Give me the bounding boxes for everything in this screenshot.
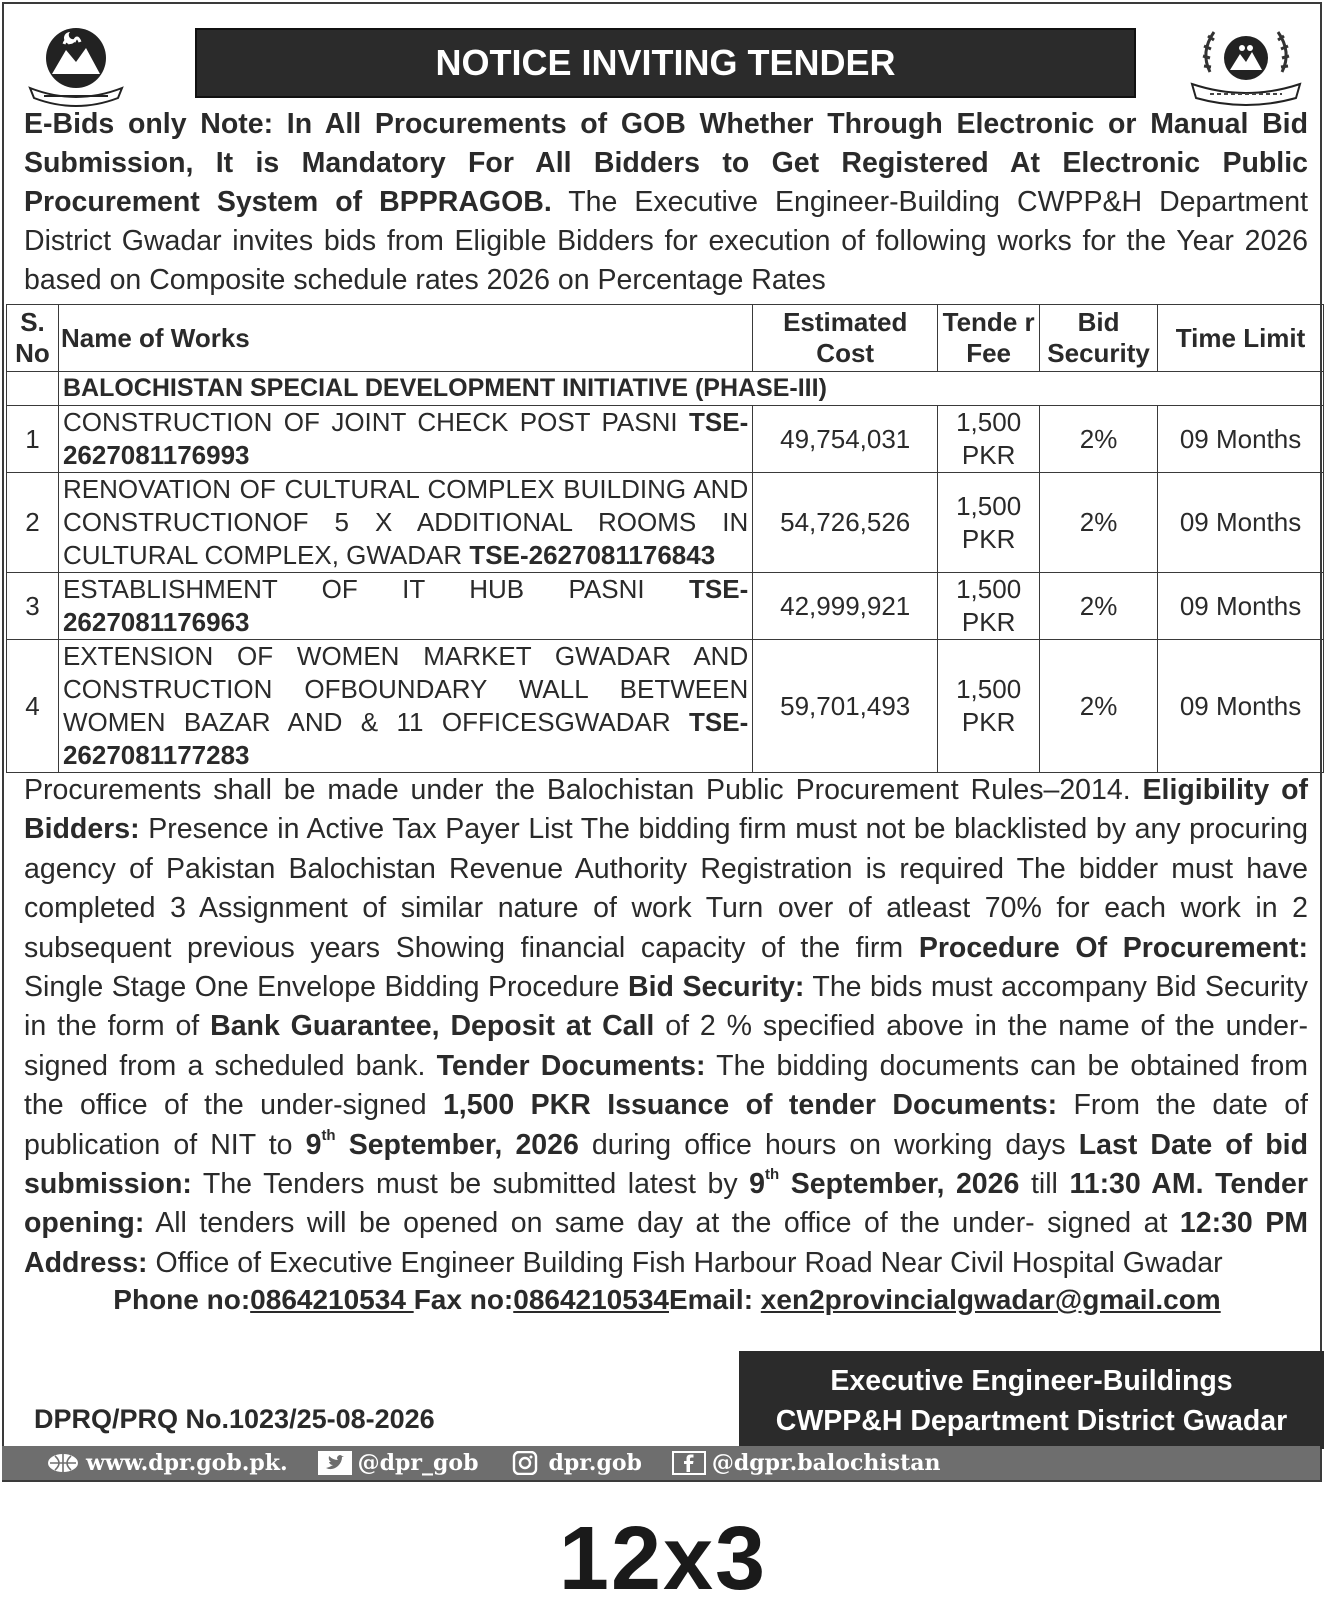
col-header-bid: Bid Security bbox=[1040, 305, 1158, 372]
website-text: www.dpr.gob.pk. bbox=[86, 1450, 288, 1476]
opening-label: . Tender opening: bbox=[24, 1168, 1308, 1240]
title-banner bbox=[195, 28, 1136, 98]
bank-label: Bank Guarantee, Deposit at Call bbox=[210, 1010, 655, 1043]
issuance-date bbox=[305, 1126, 579, 1161]
signatory-title: Executive Engineer-Buildings bbox=[830, 1365, 1233, 1397]
last-day: 9 bbox=[749, 1168, 765, 1201]
row-cost: 42,999,921 bbox=[753, 573, 938, 640]
email-label: Email: bbox=[668, 1284, 761, 1315]
reference-number: DPRQ/PRQ No.1023/25-08-2026 bbox=[34, 1404, 435, 1434]
work-name-text: CONSTRUCTION OF JOINT CHECK POST PASNI bbox=[62, 407, 689, 437]
row-time-limit: 09 Months bbox=[1158, 573, 1324, 640]
fax-label: Fax no: bbox=[413, 1284, 514, 1315]
tender-notice bbox=[2, 2, 1322, 1482]
address-text: Office of Executive Engineer Building Fish Harbour Road Near Civil Hospital Gwadar bbox=[147, 1246, 1223, 1279]
row-work-name bbox=[58, 473, 752, 573]
section-title: BALOCHISTAN SPECIAL DEVELOPMENT INITIATIVE (PHASE-III) bbox=[58, 372, 1323, 406]
col-header-time: Time Limit bbox=[1158, 305, 1324, 372]
works-table bbox=[6, 304, 1324, 773]
work-name-text: ESTABLISHMENT OF IT HUB PASNI bbox=[62, 574, 689, 604]
ad-size-code: 12x3 bbox=[558, 1509, 768, 1600]
twitter-icon bbox=[318, 1451, 352, 1475]
last-time: 11:30 AM bbox=[1069, 1168, 1196, 1201]
opening-time: 12:30 PM bbox=[1179, 1207, 1308, 1240]
bid-security-text: The bids must accompany Bid Security in the form of bbox=[24, 971, 1308, 1043]
row-bid-security: 2% bbox=[1040, 640, 1158, 773]
phone-number[interactable]: 0864210534 bbox=[250, 1284, 414, 1315]
signatory-department: CWPP&H Department District Gwadar bbox=[775, 1405, 1288, 1437]
intro-bold-note: E-Bids only Note: In All Procurements of GOB Whether Through Electronic or Manual Bid Submission, It is Mandatory For All Bidders to Get Registered At Electronic Public Procurement System of BPPRAGOB. bbox=[24, 108, 1308, 218]
procedure-text: Single Stage One Envelope Bidding Procedure bbox=[24, 971, 629, 1004]
footer-twitter[interactable] bbox=[318, 1450, 479, 1476]
fax-number[interactable]: 0864210534 bbox=[513, 1284, 669, 1315]
email-link[interactable]: xen2provincialgwadar@gmail.com bbox=[760, 1284, 1221, 1315]
twitter-handle: @dpr_gob bbox=[357, 1450, 479, 1476]
last-day-suffix: th bbox=[765, 1166, 780, 1184]
row-cost: 59,701,493 bbox=[753, 640, 938, 773]
row-bid-security: 2% bbox=[1040, 406, 1158, 473]
last-date bbox=[749, 1168, 1019, 1200]
table-row bbox=[7, 406, 1324, 473]
row-fee: 1,500 PKR bbox=[938, 640, 1040, 773]
row-work-name bbox=[58, 406, 752, 473]
row-cost: 54,726,526 bbox=[753, 473, 938, 573]
col-header-sno: S. No bbox=[7, 305, 59, 372]
col-header-fee: Tende r Fee bbox=[938, 305, 1040, 372]
footer-facebook[interactable] bbox=[672, 1450, 941, 1476]
row-sno: 2 bbox=[7, 473, 59, 573]
row-sno: 4 bbox=[7, 640, 59, 773]
col-header-name: Name of Works bbox=[58, 305, 752, 372]
row-cost: 49,754,031 bbox=[753, 406, 938, 473]
procedure-label: Procedure Of Procurement: bbox=[918, 931, 1309, 964]
work-name-text: RENOVATION OF CULTURAL COMPLEX BUILDING AND CONSTRUCTIONOF 5 X ADDITIONAL ROOMS IN CULTURAL COMPLEX, GWADAR bbox=[62, 474, 749, 570]
row-bid-security: 2% bbox=[1040, 573, 1158, 640]
tender-docs-label: Tender Documents: bbox=[436, 1049, 706, 1082]
work-tender-code: TSE-2627081176993 bbox=[62, 407, 749, 470]
work-tender-code: TSE-2627081176843 bbox=[469, 540, 716, 570]
col-header-cost: Estimated Cost bbox=[753, 305, 938, 372]
footer-social-bar bbox=[2, 1446, 1320, 1480]
section-row bbox=[7, 372, 1324, 406]
globe-icon bbox=[46, 1451, 80, 1475]
table-row bbox=[7, 640, 1324, 773]
table-row bbox=[7, 573, 1324, 640]
last-date-label: Last Date of bid submission: bbox=[24, 1128, 1309, 1201]
facebook-icon bbox=[672, 1451, 706, 1475]
table-header-row bbox=[7, 305, 1324, 372]
issuance-month-year: September, 2026 bbox=[335, 1128, 579, 1161]
row-sno: 3 bbox=[7, 573, 59, 640]
opening-text: All tenders will be opened on same day at the office of the under- signed at bbox=[144, 1207, 1180, 1240]
address-label: Address: bbox=[24, 1246, 148, 1279]
row-time-limit: 09 Months bbox=[1158, 473, 1324, 573]
row-time-limit: 09 Months bbox=[1158, 640, 1324, 773]
phone-label: Phone no: bbox=[113, 1284, 251, 1315]
work-tender-code: TSE-2627081177283 bbox=[62, 707, 749, 770]
notice-title: NOTICE INVITING TENDER bbox=[435, 42, 896, 83]
table-row bbox=[7, 473, 1324, 573]
row-fee: 1,500 PKR bbox=[938, 406, 1040, 473]
intro-text: The Executive Engineer-Building CWPP&H Department District Gwadar invites bids from Eligible Bidders for execution of following works for the Year 2026 based on Composite schedule rates 2026 on Percentage Rates bbox=[24, 186, 1309, 296]
issuance-day-suffix: th bbox=[321, 1126, 336, 1144]
rules-text: Procurements shall be made under the Balochistan Public Procurement Rules–2014. bbox=[24, 774, 1143, 806]
issuance-day: 9 bbox=[305, 1128, 322, 1161]
row-fee: 1,500 PKR bbox=[938, 473, 1040, 573]
row-work-name bbox=[58, 640, 752, 773]
row-time-limit: 09 Months bbox=[1158, 406, 1324, 473]
bank-text: of 2 % specified above in the name of the under-signed from a scheduled bank. bbox=[24, 1010, 1309, 1082]
issuance-tail: during office hours on working days bbox=[578, 1128, 1079, 1161]
conditions-paragraph bbox=[24, 771, 1308, 1283]
till-text: till bbox=[1019, 1168, 1070, 1201]
row-fee: 1,500 PKR bbox=[938, 573, 1040, 640]
row-sno: 1 bbox=[7, 406, 59, 473]
row-bid-security: 2% bbox=[1040, 473, 1158, 573]
dgpr-emblem-logo bbox=[1190, 22, 1302, 106]
instagram-icon bbox=[508, 1451, 542, 1475]
balochistan-emblem-logo bbox=[26, 22, 126, 108]
tender-docs-text: The bidding documents can be obtained from the office of the under-signed bbox=[24, 1049, 1308, 1122]
last-month-year: September, 2026 bbox=[779, 1168, 1020, 1201]
issuance-label: 1,500 PKR Issuance of tender Documents: bbox=[442, 1089, 1058, 1122]
eligibility-label: Eligibility of Bidders: bbox=[24, 774, 1308, 846]
footer-instagram[interactable] bbox=[508, 1450, 641, 1476]
signatory-box bbox=[739, 1351, 1324, 1449]
contact-line bbox=[4, 1284, 1326, 1316]
facebook-handle: @dgpr.balochistan bbox=[711, 1450, 941, 1476]
footer-website[interactable] bbox=[46, 1450, 288, 1476]
work-tender-code: TSE-2627081176963 bbox=[62, 574, 749, 637]
last-date-text: The Tenders must be submitted latest by bbox=[191, 1168, 750, 1201]
instagram-handle: dpr.gob bbox=[548, 1450, 642, 1476]
work-name-text: EXTENSION OF WOMEN MARKET GWADAR AND CONSTRUCTION OFBOUNDARY WALL BETWEEN WOMEN BAZAR AND & 11 OFFICESGWADAR bbox=[62, 641, 749, 737]
intro-paragraph bbox=[24, 105, 1308, 300]
bid-security-label: Bid Security: bbox=[628, 971, 805, 1004]
eligibility-text: Presence in Active Tax Payer List The bidding firm must not be blacklisted by any procuring agency of Pakistan Balochistan Revenue Authority Registration is required The bidder must have completed 3 Assignment of similar nature of work Turn over of atleast 70% for each work in 2 subsequent previous years Showing financial capacity of the firm bbox=[24, 813, 1308, 964]
row-work-name bbox=[58, 573, 752, 640]
issuance-text: From the date of publication of NIT to bbox=[24, 1089, 1308, 1161]
